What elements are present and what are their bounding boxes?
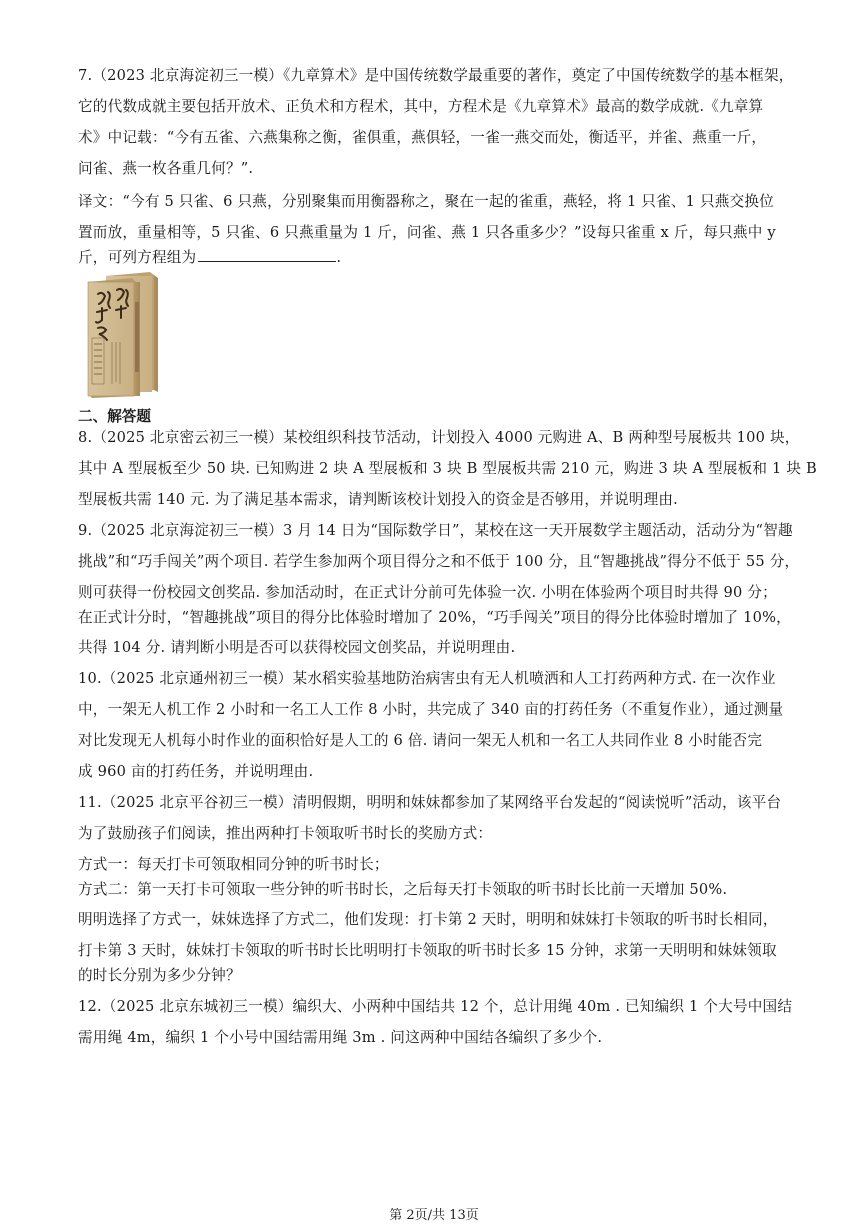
q10-line-4: 成 960 亩的打药任务，并说明理由.	[78, 763, 314, 780]
q9-line-1: 9.（2025 北京海淀初三一模）3 月 14 日为“国际数学日”，某校在这一天开展数学主题活动，活动分为“智趣	[78, 522, 793, 539]
q11-line-2: 为了鼓励孩子们阅读，推出两种打卡领取听书时长的奖励方式：	[78, 825, 493, 842]
q7-line-2: 它的代数成就主要包括开放术、正负术和方程术，其中，方程术是《九章算术》最高的数学成就.《九章算	[78, 98, 764, 115]
book-cover-icon	[84, 272, 168, 398]
q8-line-3: 型展板共需 140 元. 为了满足基本需求，请判断该校计划投入的资金是否够用，并说明理由.	[78, 491, 679, 508]
q11-line-7: 的时长分别为多少分钟？	[78, 967, 241, 984]
q8-line-1: 8.（2025 北京密云初三一模）某校组织科技节活动，计划投入 4000 元购进 A、B 两种型号展板共 100 块，	[78, 429, 800, 446]
page-number: 第 2页/共 13页	[389, 1208, 479, 1223]
q11-line-1: 11.（2025 北京平谷初三一模）清明假期，明明和妹妹都参加了某网络平台发起的“阅读悦听”活动，该平台	[78, 794, 782, 811]
q10-line-1: 10.（2025 北京通州初三一模）某水稻实验基地防治病害虫有无人机喷洒和人工打药两种方式. 在一次作业	[78, 670, 776, 687]
q7-line-6: 置而放，重量相等，5 只雀、6 只燕重量为 1 斤，问雀、燕 1 只各重多少？”设每只雀重 x 斤，每只燕中 y	[78, 224, 776, 241]
q7-line-4: 问雀、燕一枚各重几何？”.	[78, 160, 254, 177]
q9-line-4: 在正式计分时，“智趣挑战”项目的得分比体验时增加了 20%，“巧手闯关”项目的得分比体验时增加了 10%，	[78, 609, 791, 626]
q7-line-3: 术》中记载：“今有五雀、六燕集称之衡，雀俱重，燕俱轻，一雀一燕交而处，衡适平，并雀、燕重一斤，	[78, 129, 767, 146]
q11-line-6: 打卡第 3 天时，妹妹打卡领取的听书时长比明明打卡领取的听书时长多 15 分钟，求第一天明明和妹妹领取	[78, 942, 777, 959]
q9-line-2: 挑战”和“巧手闯关”两个项目. 若学生参加两个项目得分之和不低于 100 分，且“智趣挑战”得分不低于 55 分，	[78, 553, 800, 570]
q10-line-2: 中，一架无人机工作 2 小时和一名工人工作 8 小时，共完成了 340 亩的打药任务（不重复作业），通过测量	[78, 701, 784, 718]
q12-line-2: 需用绳 4m，编织 1 个小号中国结需用绳 3m . 问这两种中国结各编织了多少个.	[78, 1029, 603, 1046]
q7-line-5: 译文：“今有 5 只雀、6 只燕，分别聚集而用衡器称之，聚在一起的雀重，燕轻，将 1 只雀、1 只燕交换位	[78, 193, 774, 210]
q10-line-3: 对比发现无人机每小时作业的面积恰好是人工的 6 倍. 请问一架无人机和一名工人共同作业 8 小时能否完	[78, 732, 763, 749]
q12-line-1: 12.（2025 北京东城初三一模）编织大、小两种中国结共 12 个，总计用绳 40m . 已知编织 1 个大号中国结	[78, 998, 793, 1015]
q7-line-7-tail: .	[336, 249, 342, 266]
q8-line-2: 其中 A 型展板至少 50 块. 已知购进 2 块 A 型展板和 3 块 B 型展板共需 210 元，购进 3 块 A 型展板和 1 块 B	[78, 460, 817, 477]
q7-line-7	[78, 247, 341, 268]
q7-line-7-text: 斤，可列方程组为	[78, 249, 197, 266]
answer-blank[interactable]	[198, 247, 336, 262]
q9-line-5: 共得 104 分. 请判断小明是否可以获得校园文创奖品，并说明理由.	[78, 639, 516, 656]
q11-line-3: 方式一：每天打卡可领取相同分钟的听书时长；	[78, 856, 389, 873]
section-heading: 二、解答题	[78, 408, 151, 425]
q9-line-3: 则可获得一份校园文创奖品. 参加活动时，在正式计分前可先体验一次. 小明在体验两个项目时共得 90 分；	[78, 584, 777, 601]
q11-line-4: 方式二：第一天打卡可领取一些分钟的听书时长，之后每天打卡领取的听书时长比前一天增加 50%.	[78, 881, 728, 898]
q11-line-5: 明明选择了方式一，妹妹选择了方式二，他们发现：打卡第 2 天时，明明和妹妹打卡领取的听书时长相同，	[78, 911, 778, 928]
q7-line-1: 7.（2023 北京海淀初三一模）《九章算术》是中国传统数学最重要的著作，奠定了中国传统数学的基本框架，	[78, 67, 794, 84]
